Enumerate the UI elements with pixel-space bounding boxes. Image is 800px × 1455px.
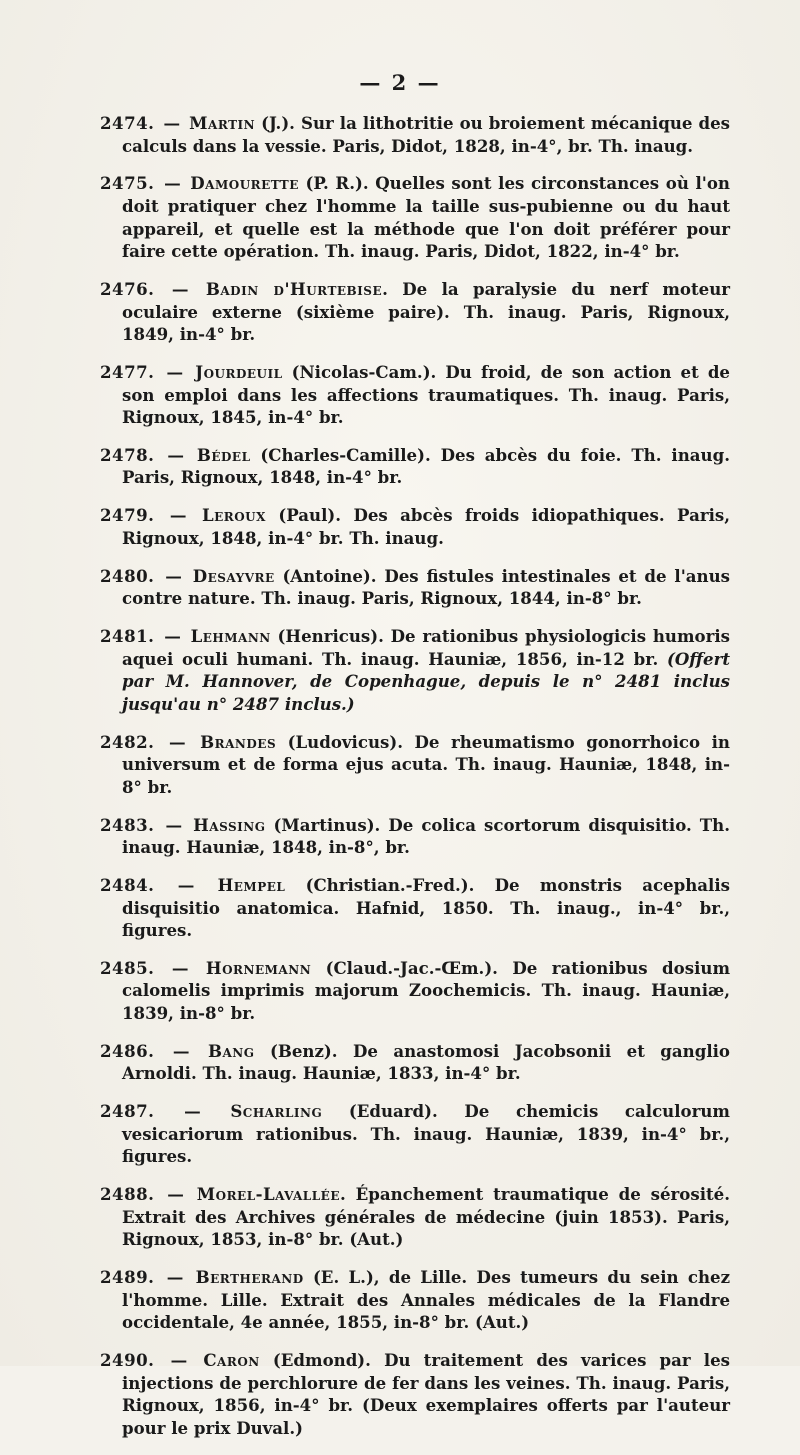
entry-number: 2479.	[100, 505, 155, 526]
entry-number: 2488.	[100, 1184, 155, 1205]
entry-text: (Charles-Camille). Des abcès du foie. Th. inaug. Paris, Rignoux, 1848, in-4° br.	[122, 444, 730, 488]
entry-number: 2486.	[100, 1040, 155, 1061]
entry-author: Hornemann	[205, 957, 312, 978]
entry-number: 2484.	[100, 874, 155, 895]
entry-number: 2482.	[100, 731, 155, 752]
bibliography-entry: 2479. — Leroux (Paul). Des abcès froids idiopathiques. Paris, Rignoux, 1848, in-4° br. Th. inaug.	[100, 505, 730, 548]
bibliography-entry: 2484. — Hempel (Christian.-Fred.). De monstris acephalis disquisitio anatomica. Hafnid, 1850. Th. inaug., in-4° br., figures.	[100, 874, 730, 941]
entry-author: Hassing	[193, 814, 266, 835]
entry-author: Morel-Lavallée	[196, 1184, 340, 1205]
entry-author: Martin	[189, 113, 256, 133]
bibliography-entry: 2485. — Hornemann (Claud.-Jac.-Œm.). De rationibus dosium calomelis imprimis majorum Zoochemicis. Th. inaug. Hauniæ, 1839, in-8° br.	[100, 957, 730, 1024]
entry-number: 2487.	[100, 1101, 155, 1122]
entry-text: (Antoine). Des fistules intestinales et de l'anus contre nature. Th. inaug. Paris, Rignoux, 1844, in-8° br.	[122, 565, 730, 609]
entry-author: Scharling	[230, 1101, 323, 1122]
entry-text: (Claud.-Jac.-Œm.). De rationibus dosium calomelis imprimis majorum Zoochemicis. Th. inaug. Hauniæ, 1839, in-8° br.	[122, 957, 730, 1024]
bibliography-entry: 2475. — Damourette (P. R.). Quelles sont les circonstances où l'on doit pratiquer chez l'homme la taille sus-pubienne ou du haut appareil, et quelle est la méthode que l'on doit préférer pour faire cette opération. Th. inaug. Paris, Didot, 1822, in-4° br.	[100, 173, 730, 262]
entry-text: (P. R.). Quelles sont les circonstances où l'on doit pratiquer chez l'homme la taille sus-pubienne ou du haut appareil, et quelle est la méthode que l'on doit préférer pour faire cette opération. Th. inaug. Paris, Didot, 1822, in-4° br.	[122, 173, 730, 262]
entry-author: Brandes	[200, 731, 277, 752]
bibliography-entry: 2474. — Martin (J.). Sur la lithotritie ou broiement mécanique des calculs dans la vessie. Paris, Didot, 1828, in-4°, br. Th. inaug.	[100, 113, 730, 156]
entry-author: Bédel	[196, 444, 251, 465]
bibliography-entry: 2486. — Bang (Benz). De anastomosi Jacobsonii et ganglio Arnoldi. Th. inaug. Hauniæ, 1833, in-4° br.	[100, 1040, 731, 1084]
bibliography-entry: 2482. — Brandes (Ludovicus). De rheumatismo gonorrhoico in universum et de forma ejus acuta. Th. inaug. Hauniæ, 1848, in-8° br.	[100, 731, 730, 797]
entry-note: (Offert par M. Hannover, de Copenhague, depuis le n° 2481 inclus jusqu'au n° 2487 inclus.)	[122, 648, 730, 714]
entry-text: . Épanchement traumatique de sérosité. Extrait des Archives générales de médecine (juin 1853). Paris, Rignoux, 1853, in-8° br. (Aut.)	[122, 1184, 730, 1250]
entry-author: Desayvre	[192, 565, 275, 586]
entry-number: 2474.	[100, 113, 155, 133]
entry-number: 2489.	[100, 1267, 155, 1288]
entry-author: Jourdeuil	[195, 361, 283, 382]
entry-number: 2481.	[100, 626, 155, 646]
entry-number: 2476.	[100, 278, 155, 299]
entry-text: (Eduard). De chemicis calculorum vesicariorum rationibus. Th. inaug. Hauniæ, 1839, in-4° br., figures.	[122, 1101, 730, 1167]
bibliography-entry: 2481. — Lehmann (Henricus). De rationibus physiologicis humoris aquei oculi humani. Th. inaug. Hauniæ, 1856, in-12 br. (Offert par M. Hannover, de Copenhague, depuis le n° 2481 inclus jusqu'au n° 2487 inclus.)	[100, 626, 730, 714]
entry-author: Damourette	[190, 173, 299, 194]
entry-author: Bang	[207, 1040, 255, 1061]
entry-author: Badin d'Hurtebise	[205, 278, 383, 299]
entry-author: Caron	[203, 1350, 260, 1371]
entry-text: (Martinus). De colica scortorum disquisitio. Th. inaug. Hauniæ, 1848, in-8°, br.	[122, 814, 730, 858]
bibliography-entry: 2487. — Scharling (Eduard). De chemicis calculorum vesicariorum rationibus. Th. inaug. Hauniæ, 1839, in-4° br., figures.	[100, 1101, 730, 1167]
bibliography-entry: 2489. — Bertherand (E. L.), de Lille. Des tumeurs du sein chez l'homme. Lille. Extrait des Annales médicales de la Flandre occidentale, 4e année, 1855, in-8° br. (Aut.)	[100, 1267, 730, 1333]
entry-text: (Nicolas-Cam.). Du froid, de son action et de son emploi dans les affections traumatiques. Th. inaug. Paris, Rignoux, 1845, in-4° br.	[122, 361, 730, 428]
entry-number: 2477.	[100, 361, 155, 382]
entry-text: (J.). Sur la lithotritie ou broiement mécanique des calculs dans la vessie. Paris, Didot, 1828, in-4°, br. Th. inaug.	[122, 113, 730, 156]
entry-text: (Edmond). Du traitement des varices par les injections de perchlorure de fer dans les veines. Th. inaug. Paris, Rignoux, 1856, in-4° br. (Deux exemplaires offerts par l'auteur pour le prix Duval.)	[122, 1350, 730, 1438]
page-number: — 2 —	[359, 70, 441, 95]
entry-number: 2480.	[100, 565, 155, 586]
entry-text: (Henricus). De rationibus physiologicis humoris aquei oculi humani. Th. inaug. Hauniæ, 1856, in-12 br.	[122, 626, 730, 669]
entry-text: (Benz). De anastomosi Jacobsonii et ganglio Arnoldi. Th. inaug. Hauniæ, 1833, in-4° br.	[122, 1040, 731, 1084]
bibliography-entry: 2478. — Bédel (Charles-Camille). Des abcès du foie. Th. inaug. Paris, Rignoux, 1848, in-4° br.	[100, 444, 730, 488]
entry-text: (Christian.-Fred.). De monstris acephalis disquisitio anatomica. Hafnid, 1850. Th. inaug., in-4° br., figures.	[122, 874, 730, 941]
entry-text: (E. L.), de Lille. Des tumeurs du sein chez l'homme. Lille. Extrait des Annales médicales de la Flandre occidentale, 4e année, 1855, in-8° br. (Aut.)	[122, 1267, 730, 1333]
bibliography-entry: 2490. — Caron (Edmond). Du traitement des varices par les injections de perchlorure de fer dans les veines. Th. inaug. Paris, Rignoux, 1856, in-4° br. (Deux exemplaires offerts par l'auteur pour le prix Duval.)	[100, 1350, 730, 1438]
bibliography-entry: 2477. — Jourdeuil (Nicolas-Cam.). Du froid, de son action et de son emploi dans les affections traumatiques. Th. inaug. Paris, Rignoux, 1845, in-4° br.	[100, 361, 730, 428]
entry-number: 2483.	[100, 814, 155, 835]
entry-number: 2485.	[100, 957, 155, 978]
entry-number: 2490.	[100, 1350, 155, 1371]
entry-author: Hempel	[217, 874, 286, 895]
entry-text: . De la paralysie du nerf moteur oculaire externe (sixième paire). Th. inaug. Paris, Rignoux, 1849, in-4° br.	[122, 278, 731, 345]
bibliography-entry: 2483. — Hassing (Martinus). De colica scortorum disquisitio. Th. inaug. Hauniæ, 1848, in-8°, br.	[100, 814, 730, 858]
entry-author: Leroux	[201, 505, 266, 526]
bibliography-list	[100, 112, 730, 1455]
bibliography-entry: 2476. — Badin d'Hurtebise. De la paralysie du nerf moteur oculaire externe (sixième paire). Th. inaug. Paris, Rignoux, 1849, in-4° br.	[100, 278, 731, 345]
entry-author: Lehmann	[190, 626, 271, 646]
entry-text: (Paul). Des abcès froids idiopathiques. Paris, Rignoux, 1848, in-4° br. Th. inaug.	[122, 505, 730, 548]
entry-author: Bertherand	[195, 1267, 304, 1288]
bibliography-entry: 2480. — Desayvre (Antoine). Des fistules intestinales et de l'anus contre nature. Th. inaug. Paris, Rignoux, 1844, in-8° br.	[100, 565, 730, 609]
entry-text: (Ludovicus). De rheumatismo gonorrhoico in universum et de forma ejus acuta. Th. inaug. Hauniæ, 1848, in-8° br.	[122, 731, 730, 797]
bibliography-entry: 2488. — Morel-Lavallée. Épanchement traumatique de sérosité. Extrait des Archives générales de médecine (juin 1853). Paris, Rignoux, 1853, in-8° br. (Aut.)	[100, 1184, 730, 1250]
entry-number: 2478.	[100, 444, 155, 465]
entry-number: 2475.	[100, 173, 155, 194]
